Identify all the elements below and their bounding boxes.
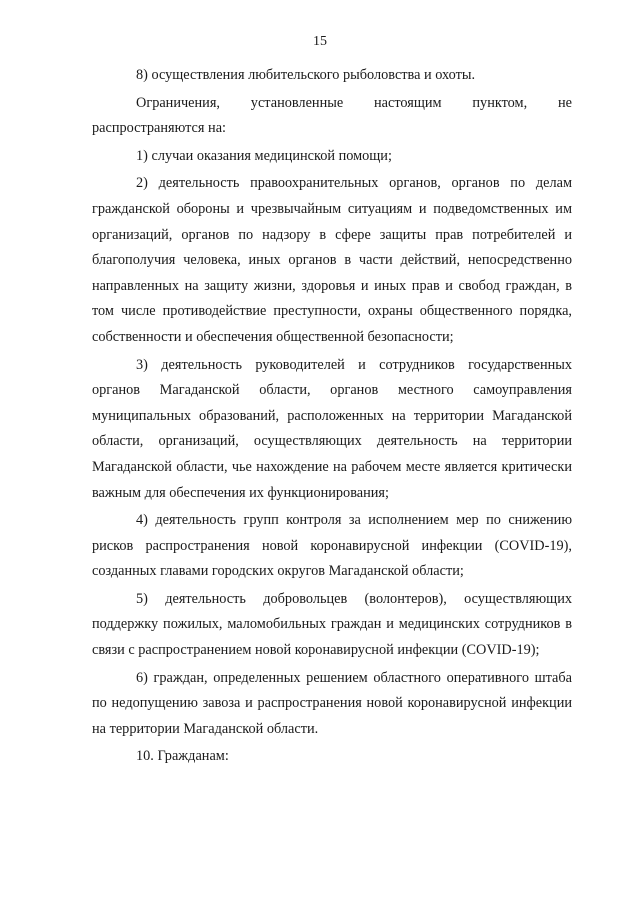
paragraph-exception-1: 1) случаи оказания медицинской помощи;: [136, 147, 392, 164]
paragraph-section-10: 10. Гражданам:: [136, 748, 229, 765]
paragraph-exception-6: 6) граждан, определенных решением областного оперативного штаба по недопущению завоза и распространения новой коронавирусной инфекции на территории Магаданской области.: [92, 669, 572, 737]
paragraph-item-8: 8) осуществления любительского рыболовства и охоты.: [136, 67, 476, 83]
paragraph-exception-5: 5) деятельность добровольцев (волонтеров), осуществляющих поддержку пожилых, маломобильных граждан и медицинских сотрудников в связи с распространением новой коронавирусной инфекции (COVID-19);: [92, 590, 572, 659]
document-body: [92, 63, 572, 770]
paragraph-exception-2: 2) деятельность правоохранительных органов, органов по делам гражданской обороны и чрезвычайным ситуациям и подведомственных им организаций, органов по надзору в сфере защиты прав потребителей и благополучия человека, иных органов в части действий, непосредственно направленных на защиту жизни, здоровья и иных прав и свобод граждан, в том числе противодействие преступности, охраны общественного порядка, собственности и обеспечения общественной безопасности;: [92, 175, 572, 345]
paragraph-exception-3: 3) деятельность руководителей и сотрудников государственных органов Магаданской области, органов местного самоуправления муниципальных образований, расположенных на территории Магаданской области, организаций, осуществляющих деятельность на территории Магаданской области, чье нахождение на рабочем месте является критически важным для обеспечения их функционирования;: [92, 356, 572, 501]
page-number: 15: [313, 34, 327, 49]
paragraph-exception-4: 4) деятельность групп контроля за исполнением мер по снижению рисков распространения новой коронавирусной инфекции (COVID-19), созданных главами городских округов Магаданской области;: [92, 512, 572, 580]
paragraph-exceptions-intro: Ограничения, установленные настоящим пунктом, не распространяются на:: [92, 94, 572, 137]
